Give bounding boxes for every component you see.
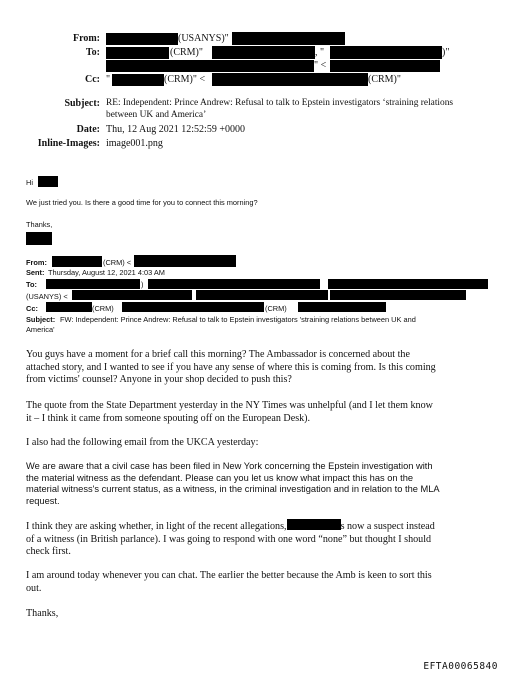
redaction-bar xyxy=(298,302,386,312)
fw-sent-value: Thursday, August 12, 2021 4:03 AM xyxy=(48,268,165,277)
fw-to-value-2: (USANYS) < xyxy=(26,292,68,301)
redaction-bar xyxy=(232,32,345,45)
body-line: out. xyxy=(26,582,42,594)
header-to-value-1: (CRM)" xyxy=(170,47,203,58)
redaction-bar xyxy=(330,46,442,59)
quote-line: request. xyxy=(26,495,60,506)
redaction-bar xyxy=(212,46,315,59)
fw-cc-label: Cc: xyxy=(26,304,38,313)
redaction-bar xyxy=(46,302,92,312)
redaction-bar xyxy=(148,279,320,289)
header-from-value: (USANYS)" xyxy=(178,33,229,44)
header-inline-images-value: image001.png xyxy=(106,138,163,149)
reply-signoff: Thanks, xyxy=(26,220,53,229)
body-signoff xyxy=(26,608,488,621)
redaction-bar xyxy=(112,74,164,86)
body-line: Thanks, xyxy=(26,608,59,619)
document-id: EFTA00065840 xyxy=(423,661,498,672)
body-line: I am around today whenever you can chat. The earlier the better because the Amb is keen to sort this xyxy=(26,570,432,581)
header-to-value-3: )" xyxy=(442,47,450,58)
reply-body: We just tried you. Is there a good time for you to connect this morning? xyxy=(26,198,258,207)
redaction-bar xyxy=(330,60,440,72)
body-paragraph-5 xyxy=(26,519,488,559)
redaction-bar xyxy=(134,255,236,267)
fw-sent-label: Sent: xyxy=(26,268,45,277)
body-paragraph-1 xyxy=(26,349,488,387)
redaction-bar xyxy=(38,176,58,187)
body-line-part: s now a suspect instead xyxy=(340,521,435,532)
redaction-bar xyxy=(106,60,314,72)
body-line: from victims' counsel? Anyone in your shop decided to push this? xyxy=(26,374,292,386)
redaction-bar xyxy=(196,290,328,300)
header-cc-value-2: (CRM)" < xyxy=(164,74,206,85)
quote-line: We are aware that a civil case has been filed in New York concerning the Epstein investigation with xyxy=(26,461,433,471)
redaction-bar xyxy=(106,33,178,45)
header-cc-value-1: " xyxy=(106,74,111,85)
fw-to-label: To: xyxy=(26,280,37,289)
fw-cc-value-2: (CRM) xyxy=(265,304,287,313)
header-subject-line-1: RE: Independent: Prince Andrew: Refusal to talk to Epstein investigators ‘straining relations xyxy=(106,98,454,108)
redaction-bar xyxy=(122,302,264,312)
quote-line: material witness's current status, as a witness, in the criminal investigation and in relation to the MLA xyxy=(26,484,440,495)
header-subject-label: Subject: xyxy=(64,98,100,109)
redaction-bar xyxy=(26,232,52,245)
redaction-bar xyxy=(106,47,169,59)
redaction-bar xyxy=(52,256,102,267)
fw-subject-value-2: America' xyxy=(26,325,55,334)
header-date-value: Thu, 12 Aug 2021 12:52:59 +0000 xyxy=(106,124,245,135)
quote-line: the material witness as the defendant. Please can you let us know what impact this has on the xyxy=(26,472,414,483)
redaction-bar xyxy=(330,290,466,300)
body-line: I also had the following email from the UKCA yesterday: xyxy=(26,437,259,448)
redaction-bar xyxy=(212,73,368,86)
body-line-part: I think they are asking whether, in light of the recent allegations, xyxy=(26,521,287,532)
redaction-bar xyxy=(328,279,488,289)
header-to-value-2: , " xyxy=(315,47,325,58)
header-inline-images-label: Inline-Images: xyxy=(37,138,100,149)
fw-cc-value-1: (CRM) xyxy=(92,304,114,313)
fw-from-label: From: xyxy=(26,258,47,267)
header-to-label: To: xyxy=(85,47,100,58)
redaction-bar xyxy=(287,519,341,530)
fw-to-value-1: ) xyxy=(141,280,144,289)
fw-from-value: (CRM) < xyxy=(103,258,132,267)
fw-subject-label: Subject: xyxy=(26,315,56,324)
header-from-label: From: xyxy=(72,33,100,44)
body-paragraph-3 xyxy=(26,437,488,450)
header-subject-line-2: between UK and America’ xyxy=(106,110,207,120)
body-line: of a witness (in British parlance). I was going to respond with one word “none” but thought I should xyxy=(26,533,432,545)
body-line xyxy=(26,519,488,534)
redaction-bar xyxy=(46,279,140,289)
header-cc-value-3: (CRM)" xyxy=(368,74,401,85)
quoted-ukca-email xyxy=(26,461,488,507)
redaction-bar xyxy=(72,290,192,300)
body-line: check first. xyxy=(26,546,71,558)
header-date-label: Date: xyxy=(76,124,100,135)
body-line: The quote from the State Department yesterday in the NY Times was unhelpful (and I let them know xyxy=(26,400,433,411)
reply-greeting: Hi xyxy=(26,178,33,187)
body-line: attached story, and I wanted to see if you have any sense of where this is coming from. Is this coming xyxy=(26,361,436,373)
body-paragraph-6 xyxy=(26,570,488,595)
body-line: You guys have a moment for a brief call this morning? The Ambassador is concerned about the xyxy=(26,349,410,360)
body-paragraph-2 xyxy=(26,400,488,425)
header-cc-label: Cc: xyxy=(85,74,100,85)
body-line: it – I think it came from someone spouting off on the European Desk). xyxy=(26,412,311,424)
fw-subject-value-1: FW: Independent: Prince Andrew: Refusal to talk to Epstein investigators 'straining relations between UK and xyxy=(60,315,416,324)
header-to-value-4: " < xyxy=(314,60,327,71)
